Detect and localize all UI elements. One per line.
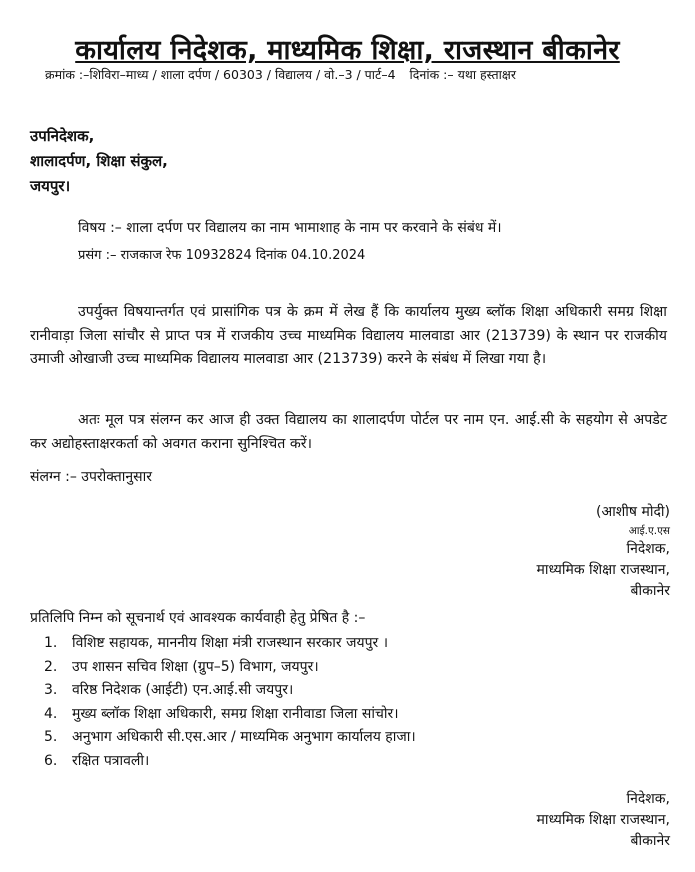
footer-place: बीकानेर (630, 833, 670, 849)
signatory-department: माध्यमिक शिक्षा राजस्थान, (536, 562, 670, 578)
addressee-line: जयपुर। (30, 177, 71, 195)
signature-block (536, 502, 670, 602)
signatory-service: आई.ए.एस (628, 525, 670, 537)
copy-to-item (44, 632, 416, 656)
copy-to-item-number: 4. (44, 705, 58, 722)
copy-to-heading: प्रतिलिपि निम्न को सूचनार्थ एवं आवश्यक कार्यवाही हेतु प्रेषित है :– (30, 610, 366, 626)
copy-to-item-number: 5. (44, 729, 58, 745)
office-title: कार्यालय निदेशक, माध्यमिक शिक्षा, राजस्थान बीकानेर (75, 35, 620, 66)
reference-line (45, 66, 685, 83)
body-paragraph: उपर्युक्त विषयान्तर्गत एवं प्रासांगिक पत्र के क्रम में लेख हैं कि कार्यालय मुख्य ब्लॉक शिक्षा अधिकारी समग्र शिक्षा रानीवाड़ा जिला सांचौर से प्राप्त पत्र में राजकीय उच्च माध्यमिक विद्यालय मालवाडा आर (213739) के स्थान पर राजकीय उमाजी ओखाजी उच्च माध्यमिक विद्यालय मालवाडा आर (213739) करने के संबंध में लिखा गया है। (30, 304, 667, 367)
addressee-line: शालादर्पण, शिक्षा संकुल, (30, 152, 168, 170)
signatory-place: बीकानेर (630, 583, 670, 599)
copy-to-list (44, 632, 416, 773)
copy-to-item-text: मुख्य ब्लॉक शिक्षा अधिकारी, समग्र शिक्षा रानीवाडा जिला सांचोर। (72, 705, 399, 722)
addressee-block (30, 124, 168, 199)
copy-to-item-text: विशिष्ट सहायक, माननीय शिक्षा मंत्री राजस्थान सरकार जयपुर । (72, 635, 389, 651)
copy-to-item-text: अनुभाग अधिकारी सी.एस.आर / माध्यमिक अनुभाग कार्यालय हाजा। (72, 729, 416, 745)
signatory-designation: निदेशक, (626, 541, 670, 557)
footer-designation: निदेशक, (626, 791, 670, 807)
signatory-name: (आशीष मोदी) (596, 504, 670, 520)
addressee-line: उपनिदेशक, (30, 127, 95, 145)
copy-to-item-number: 1. (44, 635, 58, 651)
copy-to-item (44, 726, 416, 750)
copy-to-item (44, 679, 416, 703)
footer-signature-block (536, 789, 670, 852)
copy-to-item (44, 656, 416, 680)
copy-to-item-text: वरिष्ठ निदेशक (आईटी) एन.आई.सी जयपुर। (72, 682, 294, 698)
copy-to-item (44, 703, 416, 727)
ref-number: क्रमांक :–शिविरा–माध्य / शाला दर्पण / 60303 / विद्यालय / वो.–3 / पार्ट–4 (45, 67, 396, 82)
enclosure-note: संलग्न :– उपरोक्तानुसार (30, 469, 152, 485)
copy-to-item-number: 6. (44, 752, 58, 769)
copy-to-item-number: 3. (44, 682, 58, 698)
letter-date: दिनांक :– यथा हस्ताक्षर (409, 67, 516, 82)
footer-department: माध्यमिक शिक्षा राजस्थान, (536, 812, 670, 828)
copy-to-item-text: रक्षित पत्रावली। (72, 752, 150, 769)
copy-to-item-number: 2. (44, 658, 58, 675)
body-paragraph: अतः मूल पत्र संलग्न कर आज ही उक्त विद्यालय का शालादर्पण पोर्टल पर नाम एन. आई.सी के सहयोग से अपडेट कर अद्योहस्ताक्षरकर्ता को अवगत कराना सुनिश्चित करें। (30, 412, 667, 452)
reference-context: प्रसंग :– राजकाज रेफ 10932824 दिनांक 04.10.2024 (78, 248, 366, 263)
copy-to-item (44, 750, 416, 774)
subject-line: विषय :– शाला दर्पण पर विद्यालय का नाम भामाशाह के नाम पर करवाने के संबंध में। (78, 220, 502, 236)
copy-to-item-text: उप शासन सचिव शिक्षा (ग्रुप–5) विभाग, जयपुर। (72, 658, 319, 675)
